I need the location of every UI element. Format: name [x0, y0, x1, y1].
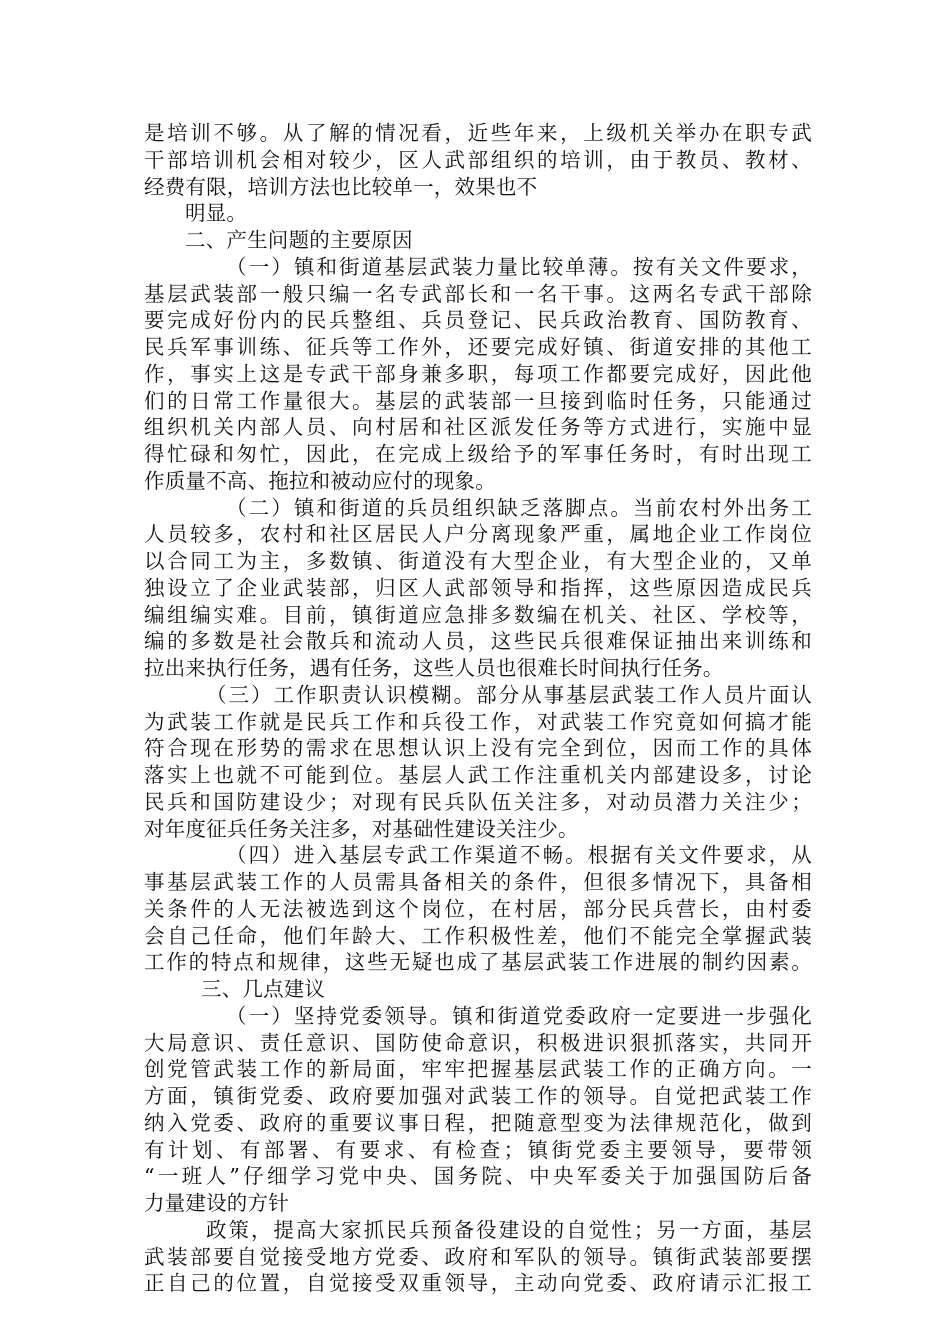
text-line: 大局意识、责任意识、国防使命意识，积极进识狠抓落实，共同开 [144, 1030, 812, 1055]
text-line: 是培训不够。从了解的情况看，近些年来，上级机关举办在职专武 [144, 121, 812, 145]
text-line: 得忙碌和匆忙，因此，在完成上级给予的军事任务时，有时出现工 [144, 442, 812, 466]
text-line: 有计划、有部署、有要求、有检查；镇街党委主要领导，要带领 [144, 1137, 812, 1162]
text-line: 干部培训机会相对较少，区人武部组织的培训，由于教员、教材、 [144, 147, 812, 172]
text-line: 明显。 [185, 201, 248, 226]
text-line: 符合现在形势的需求在思想认识上没有完全到位，因而工作的具体 [144, 736, 812, 761]
text-line: 对年度征兵任务关注多，对基础性建设关注少。 [144, 816, 579, 841]
text-line: 落实上也就不可能到位。基层人武工作注重机关内部建设多，讨论 [144, 763, 812, 787]
text-line: “一班人”仔细学习党中央、国务院、中央军委关于加强国防后备 [144, 1164, 812, 1189]
text-line: 编的多数是社会散兵和流动人员，这些民兵很难保证抽出来训练和 [144, 629, 812, 654]
text-line: 人员较多，农村和社区居民人户分离现象严重，属地企业工作岗位 [144, 522, 812, 547]
text-line: （二）镇和街道的兵员组织缺乏落脚点。当前农村外出务工 [226, 495, 812, 520]
text-line: 创党管武装工作的新局面，牢牢把握基层武装工作的正确方向。一 [144, 1057, 812, 1082]
text-line: （三）工作职责认识模糊。部分从事基层武装工作人员片面认 [206, 682, 812, 707]
text-line: 们的日常工作量很大。基层的武装部一旦接到临时任务，只能通过 [144, 388, 812, 413]
text-line: 作，事实上这是专武干部身兼多职，每项工作都要完成好，因此他 [144, 361, 812, 386]
text-line: 会自己任命，他们年龄大、工作积极性差，他们不能完全掌握武装 [144, 923, 812, 948]
text-line: 独设立了企业武装部，归区人武部领导和指挥，这些原因造成民兵 [144, 575, 812, 600]
text-line: 经费有限，培训方法也比较单一，效果也不 [144, 174, 538, 199]
text-line: 三、几点建议 [201, 977, 326, 1001]
text-line: 民兵和国防建设少；对现有民兵队伍关注多，对动员潜力关注少； [144, 789, 812, 814]
text-line: 以合同工为主，多数镇、街道没有大型企业，有大型企业的，又单 [144, 549, 812, 573]
text-line: 纳入党委、政府的重要议事日程，把随意型变为法律规范化，做到 [144, 1110, 812, 1135]
text-line: 事基层武装工作的人员需具备相关的条件，但很多情况下，具备相 [144, 870, 812, 894]
text-line: （一）坚持党委领导。镇和街道党委政府一定要进一步强化 [226, 1003, 812, 1028]
text-line: 力量建设的方针 [144, 1191, 289, 1215]
text-line: 民兵军事训练、征兵等工作外，还要完成好镇、街道安排的其他工 [144, 335, 812, 359]
text-line: 正自己的位置，自觉接受双重领导，主动向党委、政府请示汇报工 [144, 1271, 812, 1296]
text-line: 二、产生问题的主要原因 [185, 228, 413, 252]
text-line: 拉出来执行任务，遇有任务，这些人员也很难长时间执行任务。 [144, 656, 724, 680]
text-line: 关条件的人无法被选到这个岗位，在村居，部分民兵营长，由村委 [144, 896, 812, 921]
text-line: （四）进入基层专武工作渠道不畅。根据有关文件要求，从 [226, 843, 812, 868]
text-line: 方面，镇街党委、政府要加强对武装工作的领导。自觉把武装工作 [144, 1084, 812, 1108]
text-line: 工作的特点和规律，这些无疑也成了基层武装工作进展的制约因素。 [144, 950, 812, 975]
document-body-text [144, 120, 812, 1297]
text-line: 政策，提高大家抓民兵预备役建设的自觉性；另一方面，基层 [206, 1217, 812, 1242]
text-line: 武装部要自觉接受地方党委、政府和军队的领导。镇街武装部要摆 [144, 1244, 812, 1269]
text-line: 组织机关内部人员、向村居和社区派发任务等方式进行，实施中显 [144, 415, 812, 440]
text-line: 编组编实难。目前，镇街道应急排多数编在机关、社区、学校等， [144, 602, 812, 627]
text-line: 基层武装部一般只编一名专武部长和一名干事。这两名专武干部除 [144, 281, 812, 306]
text-line: 要完成好份内的民兵整组、兵员登记、民兵政治教育、国防教育、 [144, 308, 812, 333]
text-line: （一）镇和街道基层武装力量比较单薄。按有关文件要求， [226, 254, 812, 279]
text-line: 为武装工作就是民兵工作和兵役工作，对武装工作究竟如何搞才能 [144, 709, 812, 734]
text-line: 作质量不高、拖拉和被动应付的现象。 [144, 468, 496, 493]
